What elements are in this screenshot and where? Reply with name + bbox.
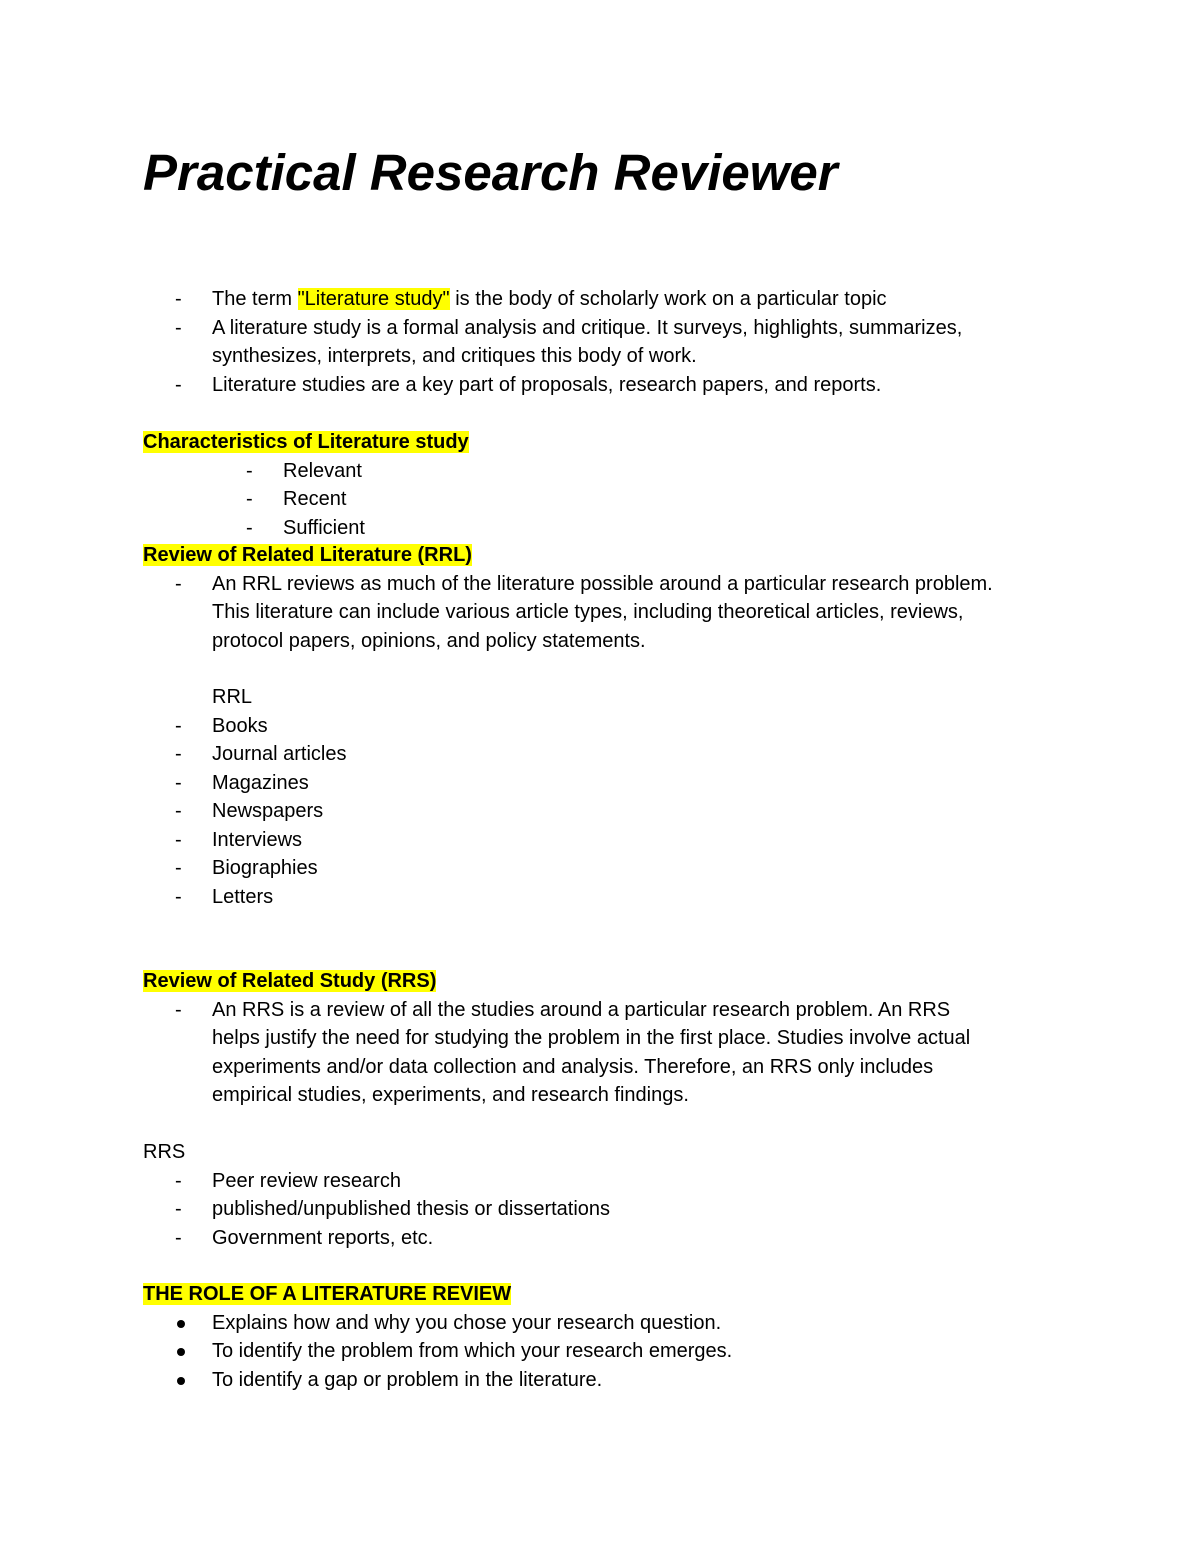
list-item-text: To identify a gap or problem in the literature. (212, 1368, 603, 1391)
list-item (143, 1366, 1093, 1395)
dash-marker: - (175, 1198, 182, 1220)
section-heading (143, 1280, 1093, 1309)
list-label: RRL (212, 686, 253, 708)
rrl-list (143, 683, 1093, 911)
section-heading (143, 967, 1093, 996)
list-item-text: Letters (212, 885, 274, 908)
dash-marker: - (175, 572, 182, 595)
dash-marker: - (175, 1169, 182, 1192)
intro-text-after: is the body of scholarly work on a particular topic (449, 288, 887, 310)
list-item (143, 826, 1093, 855)
dash-marker: - (175, 857, 182, 879)
list-item (143, 1337, 1093, 1366)
dash-marker: - (175, 828, 182, 851)
list-item-text: Sufficient (283, 516, 365, 539)
dash-marker: - (175, 373, 182, 396)
dash-marker: - (175, 743, 182, 765)
intro-list (143, 285, 1093, 399)
list-item-text: Government reports, etc. (212, 1226, 434, 1249)
list-item (143, 797, 1093, 826)
list-item (143, 1195, 1093, 1224)
list-item (143, 883, 1093, 912)
list-item-text: Interviews (212, 828, 303, 851)
text-line: This literature can include various article types, including theoretical articles, reviews, (212, 601, 964, 623)
list-item-text: Journal articles (212, 743, 347, 765)
text-line: An RRL reviews as much of the literature possible around a particular research problem. (212, 572, 993, 595)
list-item (143, 740, 1093, 769)
dash-marker: - (175, 800, 182, 822)
list-item-text: Peer review research (212, 1169, 401, 1192)
rrs-list (143, 1138, 1093, 1252)
list-item (143, 485, 1093, 514)
dash-marker: - (175, 288, 182, 310)
text-line: protocol papers, opinions, and policy statements. (212, 629, 646, 652)
section-heading-text: Review of Related Study (RRS) (143, 970, 437, 992)
section-heading-text: THE ROLE OF A LITERATURE REVIEW (143, 1283, 512, 1305)
list-item (143, 457, 1093, 486)
text-line: helps justify the need for studying the problem in the first place. Studies involve actual (212, 1027, 971, 1049)
characteristics-section (143, 428, 1093, 542)
dash-marker: - (246, 516, 253, 539)
list-item-text: Biographies (212, 857, 318, 879)
text-line: Literature studies are a key part of proposals, research papers, and reports. (212, 373, 882, 396)
list-item-text: Magazines (212, 771, 309, 794)
dash-marker: - (175, 885, 182, 908)
list-item-text: Recent (283, 488, 347, 510)
list-item (143, 1224, 1093, 1253)
text-line: A literature study is a formal analysis and critique. It surveys, highlights, summarizes, (212, 316, 963, 339)
intro-text-before: The term (212, 288, 298, 310)
list-item (143, 314, 1093, 371)
text-line: An RRS is a review of all the studies around a particular research problem. An RRS (212, 998, 951, 1021)
text-line: synthesizes, interprets, and critiques this body of work. (212, 345, 697, 367)
list-item (143, 1167, 1093, 1196)
page-title: Practical Research Reviewer (143, 144, 838, 201)
bullet-dot-icon (177, 1377, 185, 1385)
dash-marker: - (175, 316, 182, 339)
list-item (143, 712, 1093, 741)
text-line: experiments and/or data collection and analysis. Therefore, an RRS only includes (212, 1055, 934, 1078)
section-heading-text: Characteristics of Literature study (143, 431, 469, 453)
list-item (143, 514, 1093, 543)
dash-marker: - (175, 771, 182, 794)
section-heading-text: Review of Related Literature (RRL) (143, 544, 472, 566)
dash-marker: - (175, 998, 182, 1021)
text-line: empirical studies, experiments, and research findings. (212, 1084, 689, 1106)
list-item (143, 570, 1093, 656)
bullet-dot-icon (177, 1348, 185, 1356)
dash-marker: - (246, 459, 253, 482)
rrl-section (143, 541, 1093, 655)
list-item (143, 285, 1093, 314)
list-item-text: Relevant (283, 459, 362, 482)
highlighted-term: "Literature study" (297, 288, 450, 310)
list-item (143, 371, 1093, 400)
list-item (143, 769, 1093, 798)
list-item-text: Explains how and why you chose your research question. (212, 1311, 722, 1334)
dash-marker: - (175, 714, 182, 737)
list-item (143, 1309, 1093, 1338)
dash-marker: - (175, 1226, 182, 1249)
bullet-dot-icon (177, 1320, 185, 1328)
list-item-text: Newspapers (212, 800, 324, 822)
list-item (143, 996, 1093, 1110)
list-item-text: To identify the problem from which your research emerges. (212, 1340, 733, 1362)
list-item-text: published/unpublished thesis or dissertations (212, 1198, 611, 1220)
section-heading (143, 428, 1093, 457)
list-item-text: Books (212, 714, 268, 737)
role-section (143, 1280, 1093, 1394)
rrs-section (143, 967, 1093, 1110)
dash-marker: - (246, 488, 253, 510)
section-heading (143, 541, 1093, 570)
list-label: RRS (143, 1141, 186, 1163)
list-item (143, 854, 1093, 883)
